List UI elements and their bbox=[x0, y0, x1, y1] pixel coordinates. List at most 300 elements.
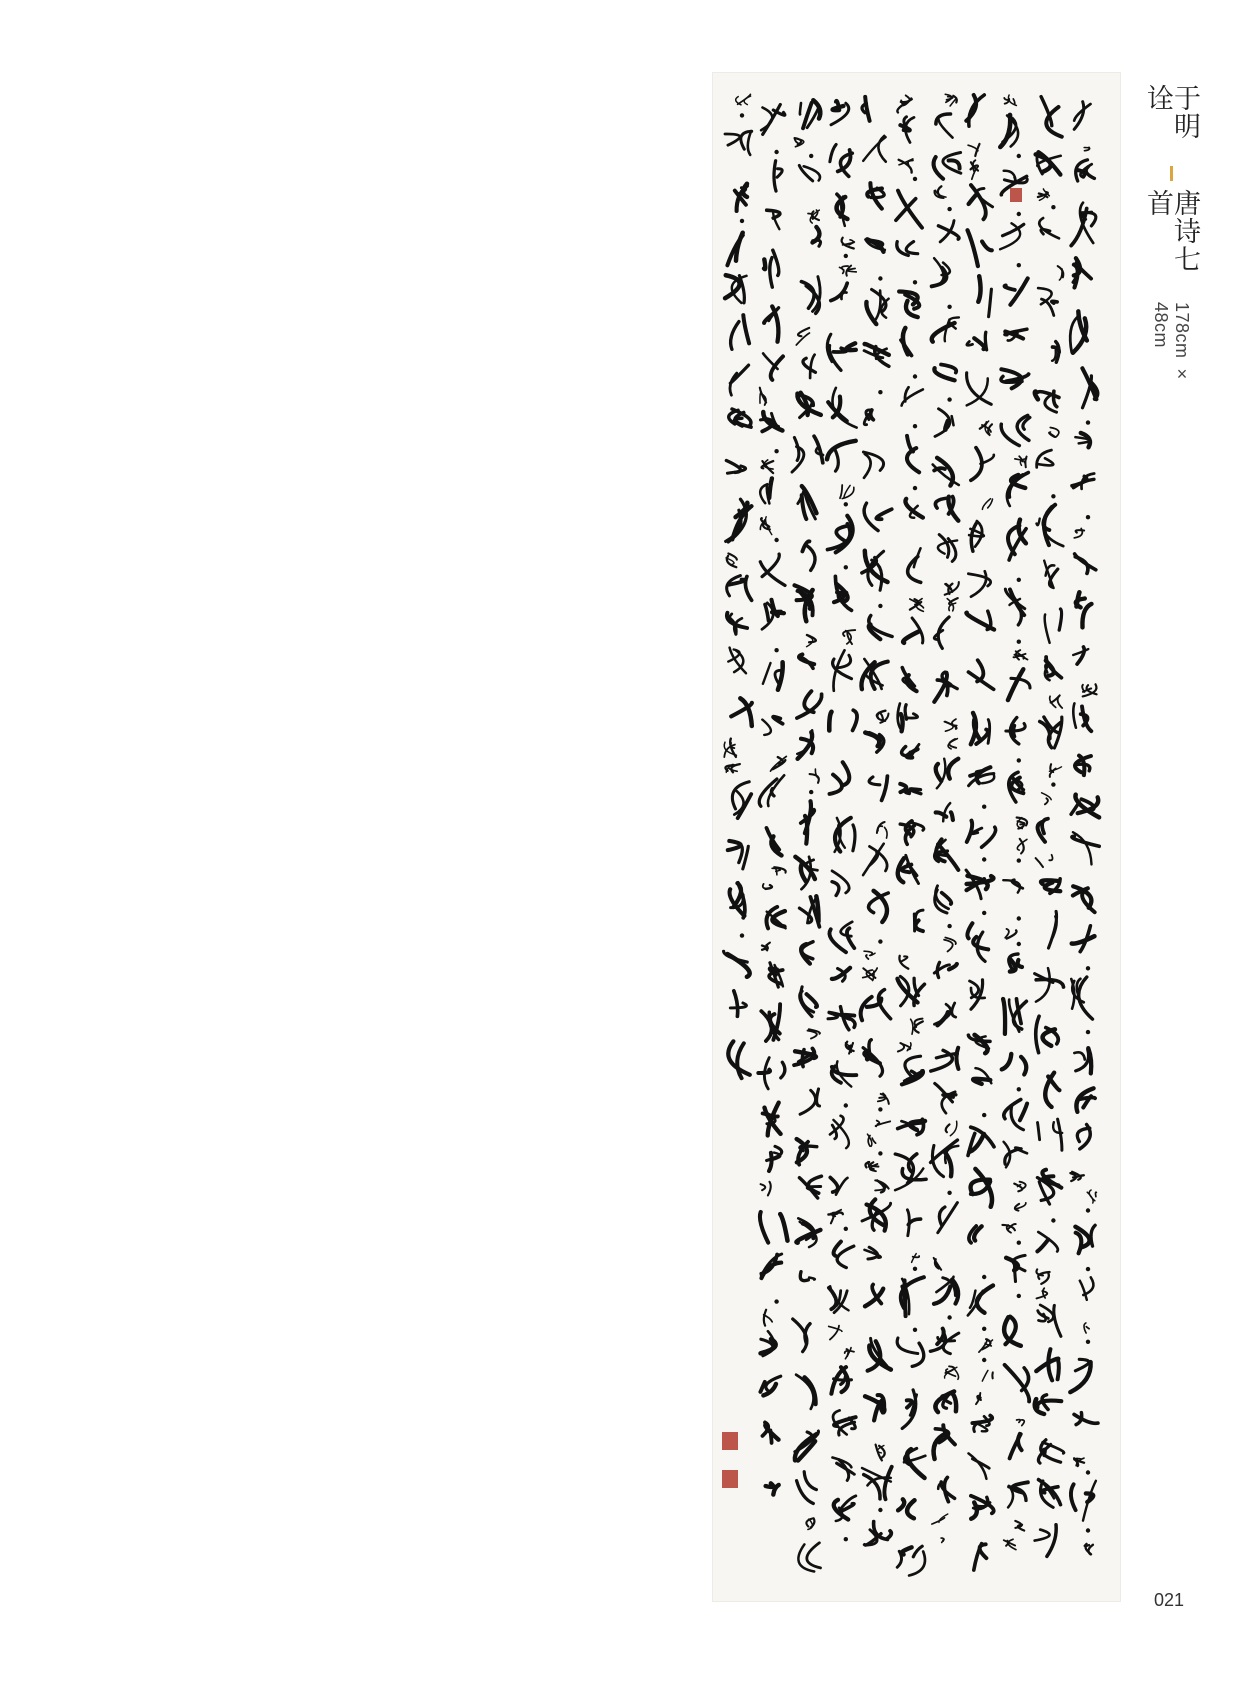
calligraphy-glyph bbox=[1038, 189, 1049, 200]
calligraphy-glyph bbox=[898, 1499, 914, 1518]
calligraphy-glyph bbox=[861, 659, 887, 689]
punctuation-dot bbox=[982, 911, 986, 915]
calligraphy-glyph bbox=[878, 1093, 889, 1104]
calligraphy-glyph bbox=[877, 711, 889, 723]
calligraphy-glyph bbox=[1017, 1420, 1025, 1426]
calligraphy-glyph bbox=[1004, 1539, 1016, 1549]
calligraphy-glyph bbox=[912, 1254, 920, 1263]
calligraphy-glyph bbox=[798, 486, 817, 519]
calligraphy-glyph bbox=[934, 1003, 955, 1025]
calligraphy-glyph bbox=[801, 942, 813, 964]
calligraphy-glyph bbox=[795, 585, 813, 621]
calligraphy-glyph bbox=[865, 1162, 878, 1171]
calligraphy-glyph bbox=[732, 782, 751, 818]
punctuation-dot bbox=[878, 604, 882, 608]
calligraphy-image bbox=[712, 72, 1121, 1602]
calligraphy-glyph bbox=[971, 448, 994, 481]
calligraphy-glyph bbox=[862, 1199, 891, 1230]
calligraphy-glyph bbox=[1039, 218, 1059, 238]
calligraphy-glyph bbox=[979, 1339, 993, 1352]
calligraphy-glyph bbox=[972, 1416, 992, 1432]
calligraphy-glyph bbox=[1041, 879, 1060, 894]
calligraphy-glyph bbox=[799, 1176, 821, 1198]
calligraphy-glyph bbox=[948, 739, 957, 749]
calligraphy-glyph bbox=[795, 857, 817, 889]
calligraphy-glyph bbox=[897, 1546, 925, 1575]
calligraphy-glyph bbox=[1038, 288, 1057, 315]
calligraphy-glyph bbox=[760, 1376, 780, 1395]
calligraphy-glyph bbox=[933, 458, 959, 486]
calligraphy-glyph bbox=[764, 250, 779, 287]
calligraphy-glyph bbox=[797, 393, 820, 418]
calligraphy-glyph bbox=[868, 1338, 891, 1370]
calligraphy-glyph bbox=[897, 95, 911, 112]
calligraphy-glyph bbox=[863, 452, 883, 478]
calligraphy-glyph bbox=[1038, 1305, 1061, 1336]
calligraphy-glyph bbox=[764, 1310, 773, 1326]
artwork-title: 唐诗七首 bbox=[1142, 188, 1200, 273]
calligraphy-glyph bbox=[761, 1254, 781, 1278]
artwork-dimensions: 178cm × 48cm bbox=[1151, 302, 1192, 385]
calligraphy-glyph bbox=[1071, 977, 1092, 1019]
calligraphy-glyph bbox=[876, 1445, 885, 1461]
calligraphy-glyph bbox=[863, 136, 886, 162]
calligraphy-glyph bbox=[1006, 1255, 1025, 1281]
punctuation-dot bbox=[774, 538, 778, 542]
calligraphy-glyph bbox=[1005, 929, 1016, 939]
calligraphy-glyph bbox=[930, 1329, 958, 1354]
calligraphy-glyph bbox=[766, 1483, 779, 1494]
calligraphy-glyph bbox=[868, 1134, 876, 1146]
calligraphy-glyph bbox=[801, 277, 820, 314]
calligraphy-glyph bbox=[1070, 311, 1087, 353]
calligraphy-glyph bbox=[901, 328, 912, 356]
calligraphy-glyph bbox=[901, 1277, 924, 1316]
calligraphy-glyph bbox=[968, 1127, 994, 1155]
calligraphy-glyph bbox=[1004, 1100, 1027, 1130]
calligraphy-glyph bbox=[934, 365, 956, 381]
punctuation-dot bbox=[1051, 1218, 1055, 1222]
calligraphy-glyph bbox=[935, 1391, 956, 1412]
punctuation-dot bbox=[878, 1107, 882, 1111]
calligraphy-glyph bbox=[767, 210, 780, 229]
calligraphy-glyph bbox=[1087, 1190, 1096, 1203]
calligraphy-glyph bbox=[830, 1178, 847, 1195]
calligraphy-glyph bbox=[1045, 657, 1061, 680]
calligraphy-glyph bbox=[898, 704, 918, 732]
calligraphy-glyph bbox=[934, 1277, 958, 1304]
calligraphy-glyph bbox=[900, 784, 921, 794]
calligraphy-glyph bbox=[907, 1210, 920, 1236]
punctuation-dot bbox=[947, 924, 951, 928]
calligraphy-glyph bbox=[971, 160, 979, 179]
calligraphy-glyph bbox=[1003, 880, 1023, 893]
punctuation-dot bbox=[913, 177, 917, 181]
calligraphy-glyph bbox=[727, 576, 752, 601]
calligraphy-glyph bbox=[1006, 718, 1025, 744]
calligraphy-glyph bbox=[864, 344, 889, 366]
calligraphy-glyph bbox=[726, 499, 752, 542]
calligraphy-glyph bbox=[1036, 1349, 1059, 1380]
seal-stamp bbox=[1010, 188, 1022, 202]
calligraphy-glyph bbox=[968, 1035, 990, 1053]
calligraphy-glyph bbox=[968, 571, 990, 596]
calligraphy-glyph bbox=[762, 943, 770, 951]
calligraphy-glyph bbox=[862, 1467, 892, 1500]
calligraphy-glyph bbox=[829, 1326, 842, 1340]
calligraphy-glyph bbox=[730, 365, 749, 395]
calligraphy-glyph bbox=[831, 1367, 851, 1394]
calligraphy-glyph bbox=[1044, 561, 1058, 588]
calligraphy-glyph bbox=[808, 1029, 820, 1038]
calligraphy-glyph bbox=[793, 1319, 810, 1352]
punctuation-dot bbox=[740, 933, 744, 937]
punctuation-dot bbox=[947, 397, 951, 401]
calligraphy-glyph bbox=[863, 1040, 882, 1076]
punctuation-dot bbox=[1086, 1267, 1090, 1271]
calligraphy-glyph bbox=[1009, 772, 1024, 802]
calligraphy-glyph bbox=[797, 1139, 817, 1165]
calligraphy-glyph bbox=[969, 185, 993, 219]
punctuation-dot bbox=[740, 113, 744, 117]
punctuation-dot bbox=[1017, 916, 1021, 920]
calligraphy-glyph bbox=[982, 499, 992, 510]
punctuation-dot bbox=[913, 486, 917, 490]
calligraphy-glyph bbox=[865, 1522, 892, 1546]
calligraphy-glyph bbox=[978, 276, 991, 317]
calligraphy-glyph bbox=[1010, 1434, 1022, 1459]
punctuation-dot bbox=[1017, 1087, 1021, 1091]
calligraphy-glyph bbox=[1075, 554, 1096, 574]
punctuation-dot bbox=[982, 1327, 986, 1331]
calligraphy-glyph bbox=[1042, 793, 1052, 805]
calligraphy-glyph bbox=[974, 1544, 987, 1571]
calligraphy-glyph bbox=[832, 1061, 857, 1086]
calligraphy-glyph bbox=[761, 1004, 780, 1041]
calligraphy-glyph bbox=[932, 258, 950, 286]
punctuation-dot bbox=[1017, 578, 1021, 582]
calligraphy-glyph bbox=[896, 191, 922, 228]
calligraphy-glyph bbox=[800, 100, 820, 128]
calligraphy-glyph bbox=[945, 582, 959, 595]
calligraphy-glyph bbox=[797, 1472, 817, 1504]
calligraphy-glyph bbox=[806, 1518, 814, 1529]
punctuation-dot bbox=[774, 1299, 778, 1303]
caption-divider bbox=[1170, 166, 1173, 181]
calligraphy-glyph bbox=[1070, 1359, 1090, 1392]
calligraphy-glyph bbox=[803, 355, 815, 378]
calligraphy-glyph bbox=[772, 867, 786, 875]
calligraphy-glyph bbox=[837, 194, 848, 226]
calligraphy-glyph bbox=[865, 1247, 881, 1259]
calligraphy-glyph bbox=[931, 1140, 959, 1177]
calligraphy-glyph bbox=[725, 764, 739, 772]
calligraphy-glyph bbox=[760, 478, 772, 503]
calligraphy-glyph bbox=[1035, 1525, 1056, 1557]
punctuation-dot bbox=[878, 1508, 882, 1512]
calligraphy-glyph bbox=[730, 883, 745, 918]
calligraphy-glyph bbox=[796, 1218, 820, 1247]
calligraphy-glyph bbox=[902, 1056, 923, 1084]
calligraphy-glyph bbox=[967, 923, 988, 961]
calligraphy-glyph bbox=[864, 951, 875, 959]
calligraphy-glyph bbox=[1008, 520, 1026, 560]
calligraphy-glyph bbox=[934, 962, 957, 977]
calligraphy-glyph bbox=[1073, 258, 1091, 287]
punctuation-dot bbox=[878, 390, 882, 394]
calligraphy-glyph bbox=[863, 844, 887, 875]
calligraphy-glyph bbox=[875, 1180, 888, 1192]
calligraphy-glyph bbox=[725, 275, 746, 303]
calligraphy-glyph bbox=[725, 131, 752, 155]
calligraphy-glyph bbox=[1049, 911, 1057, 948]
calligraphy-glyph bbox=[760, 554, 785, 585]
calligraphy-glyph bbox=[969, 521, 984, 551]
calligraphy-glyph bbox=[807, 635, 816, 647]
calligraphy-glyph bbox=[797, 691, 822, 718]
calligraphy-glyph bbox=[936, 759, 959, 789]
calligraphy-glyph bbox=[730, 991, 746, 1017]
punctuation-dot bbox=[774, 449, 778, 453]
calligraphy-glyph bbox=[1005, 329, 1027, 340]
punctuation-dot bbox=[947, 1315, 951, 1319]
calligraphy-glyph bbox=[944, 938, 956, 952]
calligraphy-glyph bbox=[761, 1331, 776, 1356]
punctuation-dot bbox=[844, 1227, 848, 1231]
calligraphy-glyph bbox=[968, 144, 979, 156]
calligraphy-glyph bbox=[899, 956, 908, 969]
calligraphy-glyph bbox=[813, 227, 821, 246]
calligraphy-glyph bbox=[935, 1084, 956, 1114]
punctuation-dot bbox=[913, 280, 917, 284]
calligraphy-glyph bbox=[1041, 97, 1062, 137]
calligraphy-glyph bbox=[908, 548, 921, 582]
calligraphy-glyph bbox=[843, 630, 855, 644]
seal-stamp bbox=[722, 1432, 738, 1450]
calligraphy-glyph bbox=[760, 388, 766, 405]
calligraphy-glyph bbox=[792, 436, 823, 472]
calligraphy-glyph bbox=[1073, 647, 1088, 664]
calligraphy-glyph bbox=[934, 617, 949, 648]
calligraphy-glyph bbox=[1037, 1170, 1061, 1204]
calligraphy-glyph bbox=[766, 907, 785, 929]
calligraphy-glyph bbox=[944, 719, 957, 731]
calligraphy-glyph bbox=[762, 460, 774, 473]
calligraphy-glyph bbox=[900, 117, 914, 143]
calligraphy-glyph bbox=[724, 951, 750, 976]
punctuation-dot bbox=[1086, 420, 1090, 424]
calligraphy-glyph bbox=[1075, 756, 1091, 776]
calligraphy-glyph bbox=[969, 767, 995, 786]
calligraphy-glyph bbox=[1000, 115, 1018, 147]
punctuation-dot bbox=[1017, 942, 1021, 946]
calligraphy-glyph bbox=[800, 1089, 819, 1114]
calligraphy-glyph bbox=[910, 599, 924, 612]
punctuation-dot bbox=[1086, 1528, 1090, 1532]
punctuation-dot bbox=[1017, 1294, 1021, 1298]
calligraphy-glyph bbox=[728, 841, 749, 869]
calligraphy-glyph bbox=[1038, 1119, 1063, 1150]
calligraphy-glyph bbox=[1035, 968, 1064, 1002]
calligraphy-glyph bbox=[864, 410, 873, 425]
punctuation-dot bbox=[947, 305, 951, 309]
calligraphy-glyph bbox=[938, 535, 957, 562]
calligraphy-glyph bbox=[944, 1366, 958, 1379]
calligraphy-glyph bbox=[967, 373, 992, 406]
calligraphy-glyph bbox=[945, 94, 956, 106]
calligraphy-glyph bbox=[865, 1395, 884, 1420]
punctuation-dot bbox=[844, 1103, 848, 1107]
calligraphy-glyph bbox=[1045, 1073, 1059, 1107]
calligraphy-glyph bbox=[1045, 609, 1062, 643]
calligraphy-glyph bbox=[1075, 433, 1090, 447]
calligraphy-glyph bbox=[982, 1370, 993, 1381]
calligraphy-glyph bbox=[1038, 1479, 1060, 1507]
calligraphy-glyph bbox=[833, 650, 852, 691]
punctuation-dot bbox=[1017, 758, 1021, 762]
calligraphy-glyph bbox=[794, 138, 803, 147]
seal-stamp bbox=[722, 1470, 738, 1488]
calligraphy-glyph bbox=[1037, 450, 1054, 467]
punctuation-dot bbox=[844, 254, 848, 258]
calligraphy-glyph bbox=[761, 105, 785, 135]
calligraphy-glyph bbox=[934, 1258, 942, 1270]
punctuation-dot bbox=[878, 276, 882, 280]
calligraphy-glyph bbox=[1074, 102, 1090, 130]
calligraphy-glyph bbox=[902, 744, 919, 758]
calligraphy-glyph bbox=[830, 145, 852, 177]
calligraphy-glyph bbox=[862, 551, 888, 591]
calligraphy-glyph bbox=[761, 1182, 771, 1196]
calligraphy-glyph bbox=[759, 775, 784, 806]
artwork-caption bbox=[1142, 84, 1200, 424]
calligraphy-glyph bbox=[802, 541, 815, 570]
calligraphy-glyph bbox=[1052, 342, 1059, 363]
calligraphy-glyph bbox=[729, 409, 751, 427]
calligraphy-glyph bbox=[966, 870, 993, 899]
calligraphy-glyph bbox=[1036, 1016, 1059, 1052]
calligraphy-glyph bbox=[966, 95, 984, 126]
calligraphy-glyph bbox=[735, 184, 747, 211]
calligraphy-glyph bbox=[903, 618, 923, 643]
calligraphy-glyph bbox=[941, 1538, 944, 1542]
calligraphy-glyph bbox=[731, 315, 749, 349]
calligraphy-glyph bbox=[1004, 1317, 1021, 1346]
calligraphy-glyph bbox=[969, 1453, 990, 1478]
punctuation-dot bbox=[774, 648, 778, 652]
punctuation-dot bbox=[1086, 1470, 1090, 1474]
punctuation-dot bbox=[878, 1151, 882, 1155]
calligraphy-glyph bbox=[935, 497, 958, 521]
calligraphy-glyph bbox=[934, 153, 961, 179]
calligraphy-glyph bbox=[898, 1119, 925, 1134]
calligraphy-glyph bbox=[947, 598, 958, 611]
calligraphy-glyph bbox=[902, 387, 923, 405]
calligraphy-glyph bbox=[833, 1458, 855, 1481]
calligraphy-glyph bbox=[899, 292, 919, 318]
calligraphy-glyph bbox=[876, 1121, 890, 1127]
calligraphy-glyph bbox=[946, 1121, 957, 1135]
calligraphy-glyph bbox=[898, 855, 919, 883]
calligraphy-glyph bbox=[758, 1058, 784, 1089]
calligraphy-glyph bbox=[1002, 1054, 1026, 1075]
calligraphy-glyph bbox=[968, 1286, 993, 1316]
calligraphy-glyph bbox=[808, 210, 819, 223]
calligraphy-glyph bbox=[1058, 266, 1064, 280]
page-number: 021 bbox=[1154, 1590, 1185, 1610]
calligraphy-glyph bbox=[796, 1375, 816, 1409]
calligraphy-glyph bbox=[1071, 795, 1099, 818]
calligraphy-glyph bbox=[902, 1390, 916, 1429]
calligraphy-glyph bbox=[832, 968, 850, 981]
calligraphy-glyph bbox=[1014, 650, 1028, 660]
punctuation-dot bbox=[982, 1113, 986, 1117]
punctuation-dot bbox=[982, 857, 986, 861]
calligraphy-glyph bbox=[761, 412, 783, 431]
author-name: 于明诠 bbox=[1142, 84, 1200, 140]
calligraphy-glyph bbox=[829, 1286, 849, 1312]
calligraphy-glyph bbox=[798, 1543, 820, 1572]
punctuation-dot bbox=[1086, 1030, 1090, 1034]
calligraphy-glyph bbox=[829, 922, 854, 952]
calligraphy-glyph bbox=[863, 968, 878, 980]
calligraphy-glyph bbox=[1038, 819, 1048, 842]
punctuation-dot bbox=[844, 502, 848, 506]
punctuation-dot bbox=[1086, 1340, 1090, 1344]
punctuation-dot bbox=[878, 939, 882, 943]
calligraphy-glyph bbox=[900, 821, 924, 844]
punctuation-dot bbox=[913, 1267, 917, 1271]
calligraphy-glyph bbox=[1076, 1088, 1095, 1112]
calligraphy-glyph bbox=[932, 1514, 948, 1524]
punctuation-dot bbox=[740, 219, 744, 223]
punctuation-dot bbox=[809, 790, 813, 794]
calligraphy-glyph bbox=[973, 1068, 991, 1084]
calligraphy-glyph bbox=[1035, 391, 1059, 412]
calligraphy-glyph bbox=[1009, 954, 1022, 972]
calligraphy-glyph bbox=[835, 818, 855, 852]
calligraphy-glyph bbox=[938, 1203, 958, 1233]
calligraphy-glyph bbox=[865, 733, 884, 753]
calligraphy-glyph bbox=[971, 1496, 994, 1519]
calligraphy-glyph bbox=[931, 1048, 959, 1071]
calligraphy-glyph bbox=[1038, 1440, 1064, 1463]
punctuation-dot bbox=[982, 1275, 986, 1279]
calligraphy-glyph bbox=[760, 1212, 788, 1243]
calligraphy-glyph bbox=[897, 976, 924, 1005]
calligraphy-glyph bbox=[862, 97, 870, 121]
punctuation-dot bbox=[1017, 212, 1021, 216]
punctuation-dot bbox=[1086, 515, 1090, 519]
calligraphy-glyph bbox=[1040, 717, 1062, 748]
calligraphy-glyph bbox=[797, 730, 813, 759]
calligraphy-glyph bbox=[1035, 1395, 1062, 1414]
calligraphy-glyph bbox=[728, 1041, 750, 1078]
calligraphy-glyph bbox=[763, 884, 772, 889]
calligraphy-glyph bbox=[1036, 1269, 1049, 1284]
calligraphy-glyph bbox=[827, 441, 856, 471]
calligraphy-glyph bbox=[760, 517, 771, 535]
calligraphy-glyph bbox=[1037, 1232, 1057, 1252]
calligraphy-glyph bbox=[1001, 415, 1030, 445]
calligraphy-glyph bbox=[763, 1422, 779, 1443]
calligraphy-glyph bbox=[731, 698, 752, 726]
punctuation-dot bbox=[1017, 154, 1021, 158]
calligraphy-glyph bbox=[976, 1393, 981, 1404]
calligraphy-glyph bbox=[728, 648, 746, 674]
calligraphy-glyph bbox=[1073, 886, 1095, 912]
calligraphy-glyph bbox=[727, 613, 747, 635]
